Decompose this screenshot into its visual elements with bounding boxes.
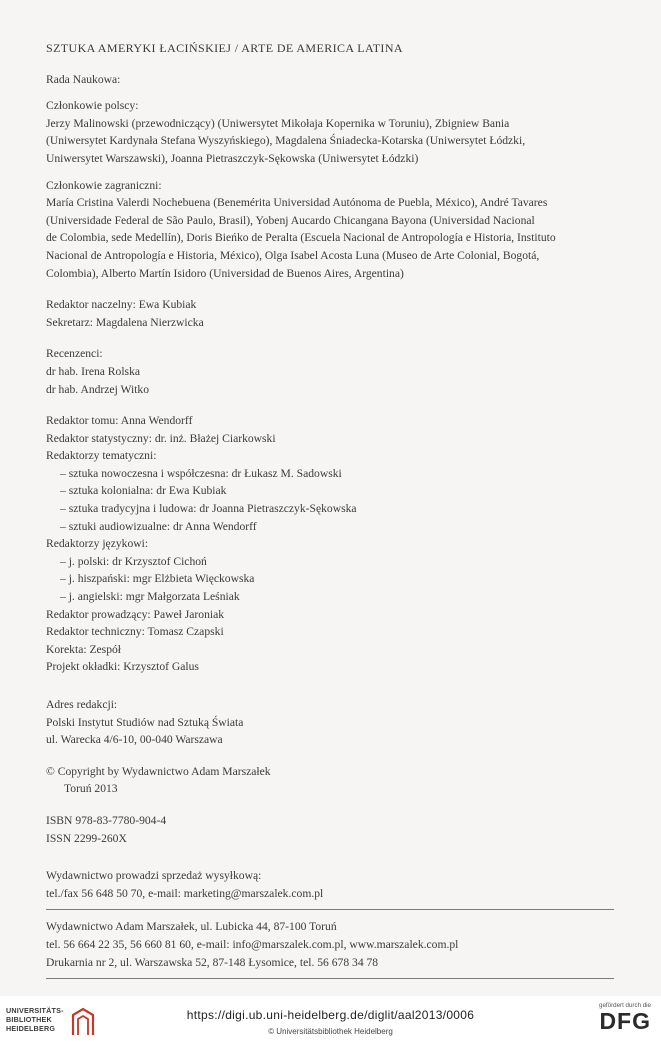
foreign-members-label: Członkowie zagraniczni: <box>46 178 162 192</box>
thematic-editor: – sztuka tradycyjna i ludowa: dr Joanna Pietraszczyk-Sękowska <box>60 502 357 516</box>
series-title: SZTUKA AMERYKI ŁACIŃSKIEJ / ARTE DE AMERICA LATINA <box>46 41 403 55</box>
imprint-content <box>46 40 621 987</box>
technical-editor: Redaktor techniczny: Tomasz Czapski <box>46 625 224 639</box>
polish-members-label: Członkowie polscy: <box>46 99 139 113</box>
publisher-line: Drukarnia nr 2, ul. Warszawska 52, 87-148 Łysomice, tel. 56 678 34 78 <box>46 955 379 969</box>
copyright-line: © Copyright by Wydawnictwo Adam Marszałek <box>46 764 271 778</box>
viewer-footer <box>0 996 661 1044</box>
secretary: Sekretarz: Magdalena Nierzwicka <box>46 315 204 329</box>
thematic-editor: – sztuka kolonialna: dr Ewa Kubiak <box>60 484 227 498</box>
foreign-members-line: Colombia), Alberto Martín Isidoro (Universidad de Buenos Aires, Argentina) <box>46 266 404 280</box>
isbn: ISBN 978-83-7780-904-4 <box>46 813 167 827</box>
address-line: Polski Instytut Studiów nad Sztuką Świata <box>46 715 244 729</box>
footer-copyright: © Universitätsbibliothek Heidelberg <box>268 1027 393 1036</box>
language-editor: – j. polski: dr Krzysztof Cichoń <box>60 554 207 568</box>
foreign-members-line: (Universidade Federal de São Paulo, Brasil), Yobenj Aucardo Chicangana Bayona (Universidad Nacional <box>46 213 535 227</box>
polish-members-line: Uniwersytet Warszawski), Joanna Pietraszczyk-Sękowska (Uniwersytet Łódzki) <box>46 151 419 165</box>
dfg-logo-icon: DFG <box>599 1008 651 1034</box>
library-name: UNIVERSITÄTS- BIBLIOTHEK HEIDELBERG <box>6 1006 64 1033</box>
document-url-link[interactable]: https://digi.ub.uni-heidelberg.de/diglit/aal2013/0006 <box>186 1008 475 1022</box>
polish-members-line: (Uniwersytet Kardynała Stefana Wyszyńskiego), Magdalena Śniadecka-Kotarska (Uniwersytet Łódzki, <box>46 134 526 148</box>
managing-editor: Redaktor prowadzący: Paweł Jaroniak <box>46 607 225 621</box>
dfg-logo[interactable] <box>587 1002 651 1040</box>
sales-line: Wydawnictwo prowadzi sprzedaż wysyłkową: <box>46 869 262 883</box>
chief-editor: Redaktor naczelny: Ewa Kubiak <box>46 298 197 312</box>
copyright-place: Toruń 2013 <box>64 782 118 796</box>
thematic-editors-label: Redaktorzy tematyczni: <box>46 449 157 463</box>
divider <box>46 909 614 910</box>
proofreading: Korekta: Zespół <box>46 642 122 656</box>
statistics-editor: Redaktor statystyczny: dr. inż. Błażej Ciarkowski <box>46 431 276 445</box>
publisher-line: tel. 56 664 22 35, 56 660 81 60, e-mail: info@marszalek.com.pl, www.marszalek.com.pl <box>46 937 459 951</box>
address-label: Adres redakcji: <box>46 698 118 711</box>
reviewer-name: dr hab. Irena Rolska <box>46 364 141 378</box>
volume-editor: Redaktor tomu: Anna Wendorff <box>46 414 193 428</box>
foreign-members-line: María Cristina Valerdi Nochebuena (Benemérita Universidad Autónoma de Puebla, México), André Tavares <box>46 196 548 210</box>
foreign-members-line: de Colombia, sede Medellín), Doris Bieńko de Peralta (Escuela Nacional de Antropología e Historia, Instituto <box>46 231 556 245</box>
divider <box>46 978 614 979</box>
language-editor: – j. hiszpański: mgr Elżbieta Więckowska <box>60 572 255 586</box>
foreign-members-line: Nacional de Antropología e Historia, México), Olga Isabel Acosta Luna (Museo de Arte Colonial, Bogotá, <box>46 248 540 262</box>
language-editor: – j. angielski: mgr Małgorzata Leśniak <box>60 590 240 604</box>
address-line: ul. Warecka 4/6-10, 00-040 Warszawa <box>46 733 223 747</box>
language-editors-label: Redaktorzy językowi: <box>46 537 149 551</box>
issn: ISSN 2299-260X <box>46 831 127 845</box>
thematic-editor: – sztuka nowoczesna i współczesna: dr Łukasz M. Sadowski <box>60 466 342 480</box>
funded-by-text: gefördert durch die <box>599 1002 651 1009</box>
polish-members-line: Jerzy Malinowski (przewodniczący) (Uniwersytet Mikołaja Kopernika w Toruniu), Zbigniew Bania <box>46 116 510 130</box>
reviewer-name: dr hab. Andrzej Witko <box>46 382 149 396</box>
publisher-line: Wydawnictwo Adam Marszałek, ul. Lubicka 44, 87-100 Toruń <box>46 920 337 934</box>
reviewers-label: Recenzenci: <box>46 347 103 361</box>
cover-design: Projekt okładki: Krzysztof Galus <box>46 660 199 674</box>
rada-label: Rada Naukowa: <box>46 72 121 86</box>
thematic-editor: – sztuki audiowizualne: dr Anna Wendorff <box>60 519 257 533</box>
sales-contact: tel./fax 56 648 50 70, e-mail: marketing@marszalek.com.pl <box>46 886 324 900</box>
